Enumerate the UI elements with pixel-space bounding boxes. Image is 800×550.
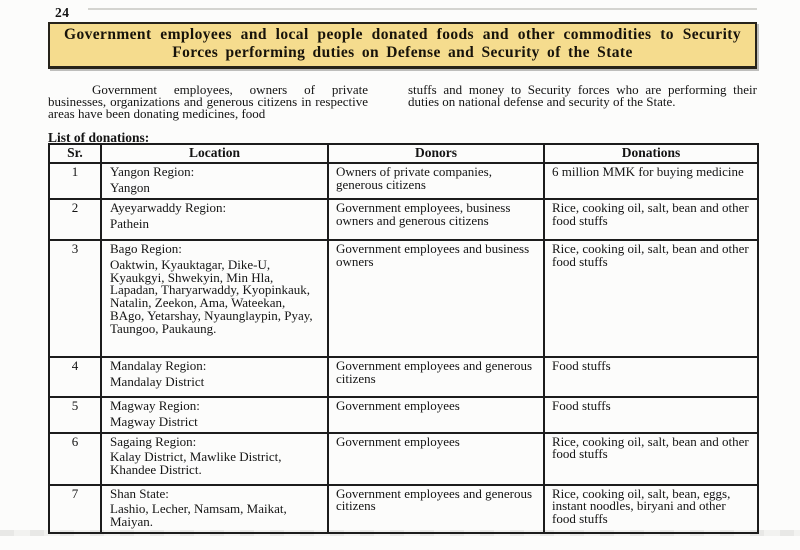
donations-cell: Food stuffs (544, 357, 758, 397)
sr-cell: 2 (49, 199, 101, 240)
list-of-donations-label: List of donations: (48, 130, 150, 145)
table-row (49, 397, 758, 433)
header-donors: Donors (328, 144, 544, 163)
table-row (49, 199, 758, 240)
region-name: Magway Region: (110, 398, 200, 413)
location-cell (101, 433, 328, 485)
location-cell (101, 199, 328, 240)
title-banner (48, 22, 757, 69)
location-cell (101, 485, 328, 533)
region-name: Mandalay Region: (110, 358, 207, 373)
donations-cell: Rice, cooking oil, salt, bean and other food stuffs (544, 433, 758, 485)
region-name: Yangon Region: (110, 164, 195, 179)
donors-cell: Government employees and business owners (328, 240, 544, 357)
places-list: Lashio, Lecher, Namsam, Maikat, Maiyan. (110, 501, 287, 530)
intro-column-left: Government employees, owners of private businesses, organizations and generous citizens in respective areas have been donating medicines, food (48, 82, 368, 122)
sr-cell: 5 (49, 397, 101, 433)
donations-cell: Rice, cooking oil, salt, bean, eggs, instant noodles, biryani and other food stuffs (544, 485, 758, 533)
table-row (49, 240, 758, 357)
donations-table (48, 143, 759, 534)
location-cell (101, 163, 328, 199)
places-list: Oaktwin, Kyauktagar, Dike-U, Kyaukgyi, Shwekyin, Min Hla, Lapadan, Tharyarwaddy, Kyopinkauk, Natalin, Zeekon, Ama, Wateekan, BAgo, Yetarshay, Nyaunglaypin, Pyay, Taungoo, Paukaung. (110, 256, 313, 336)
donations-cell: 6 million MMK for buying medicine (544, 163, 758, 199)
table-header-row (49, 144, 758, 163)
location-cell (101, 397, 328, 433)
region-name: Ayeyarwaddy Region: (110, 200, 227, 215)
page-number: 24 (55, 5, 70, 20)
location-cell (101, 357, 328, 397)
region-name: Bago Region: (110, 241, 182, 256)
places-list: Pathein (110, 215, 149, 231)
sr-cell: 1 (49, 163, 101, 199)
intro-column-right: stuffs and money to Security forces who are performing their duties on national defense and security of the State. (408, 82, 757, 110)
donors-cell: Government employees (328, 397, 544, 433)
donors-cell: Government employees (328, 433, 544, 485)
donors-cell: Government employees, business owners and generous citizens (328, 199, 544, 240)
donations-cell: Rice, cooking oil, salt, bean and other food stuffs (544, 240, 758, 357)
places-list: Mandalay District (110, 373, 205, 389)
intro-paragraph (48, 84, 757, 121)
donors-cell: Government employees and generous citizens (328, 485, 544, 533)
scan-artifact-top-line (88, 8, 757, 10)
title-text: Government employees and local people donated foods and other commodities to Security Forces performing duties on Defense and Security of the State (64, 26, 741, 61)
places-list: Kalay District, Mawlike District, Khandee District. (110, 449, 282, 478)
sr-cell: 7 (49, 485, 101, 533)
header-location: Location (101, 144, 328, 163)
sr-cell: 6 (49, 433, 101, 485)
donations-cell: Food stuffs (544, 397, 758, 433)
donors-cell: Government employees and generous citizens (328, 357, 544, 397)
region-name: Shan State: (110, 485, 169, 501)
region-name: Sagaing Region: (110, 433, 197, 449)
location-cell (101, 240, 328, 357)
places-list: Yangon (110, 179, 150, 195)
sr-cell: 3 (49, 240, 101, 357)
table-row (49, 485, 758, 533)
header-donations: Donations (544, 144, 758, 163)
header-sr: Sr. (49, 144, 101, 163)
table-row (49, 357, 758, 397)
table-row (49, 163, 758, 199)
places-list: Magway District (110, 413, 198, 429)
sr-cell: 4 (49, 357, 101, 397)
table-row (49, 433, 758, 485)
donations-cell: Rice, cooking oil, salt, bean and other food stuffs (544, 199, 758, 240)
donors-cell: Owners of private companies, generous citizens (328, 163, 544, 199)
